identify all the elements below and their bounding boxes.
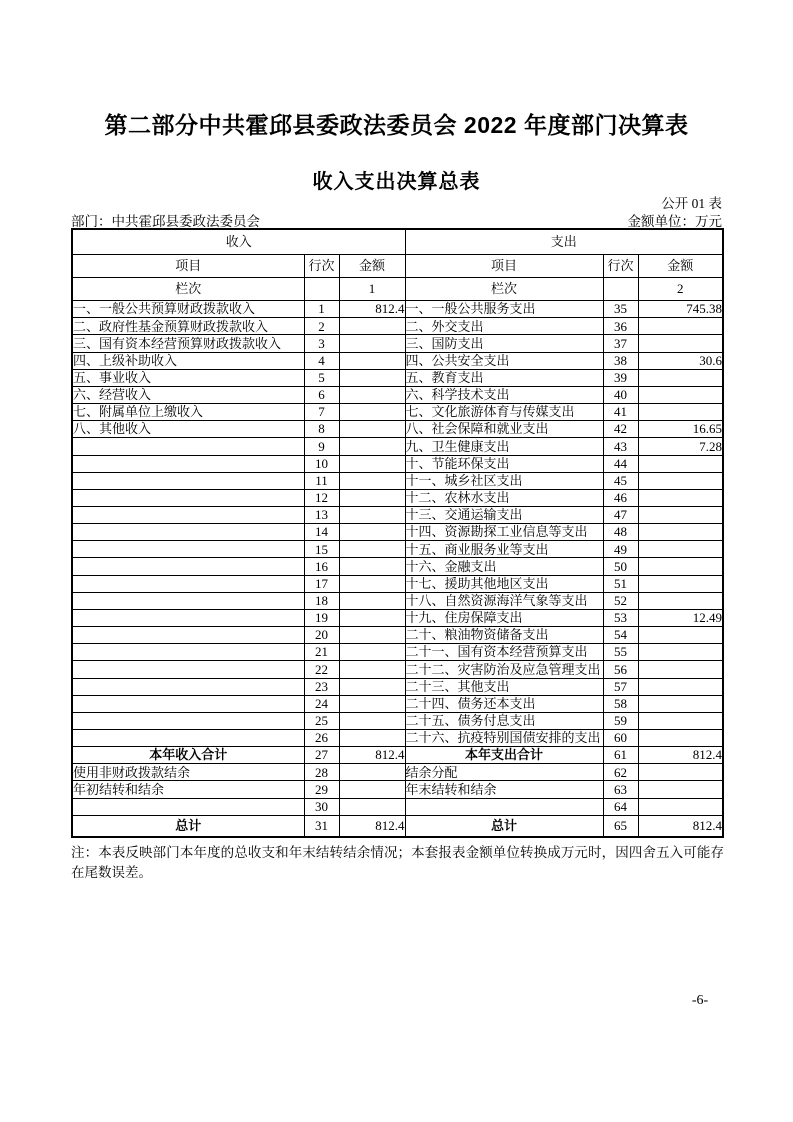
expense-item-cell: 二十二、灾害防治及应急管理支出 bbox=[405, 661, 603, 678]
expense-amount-cell bbox=[638, 489, 723, 506]
income-amount-cell bbox=[339, 678, 405, 695]
income-item-cell bbox=[72, 609, 304, 626]
income-item-cell bbox=[72, 558, 304, 575]
income-rowno-cell: 30 bbox=[304, 798, 339, 815]
expense-rowno-cell: 52 bbox=[603, 592, 638, 609]
expense-amount-cell: 16.65 bbox=[638, 421, 723, 438]
expense-rowno-cell: 59 bbox=[603, 712, 638, 729]
expense-item-cell: 二、外交支出 bbox=[405, 318, 603, 335]
income-amount-cell bbox=[339, 661, 405, 678]
income-rowno-cell: 25 bbox=[304, 712, 339, 729]
footnote: 注：本表反映部门本年度的总收支和年末结转结余情况；本套报表金额单位转换成万元时，因四舍五入可能存在尾数误差。 bbox=[71, 845, 724, 880]
expense-rowno-cell: 45 bbox=[603, 472, 638, 489]
expense-item-cell: 十八、自然资源海洋气象等支出 bbox=[405, 592, 603, 609]
expense-amount-cell bbox=[638, 730, 723, 747]
expense-amount-cell bbox=[638, 558, 723, 575]
expense-amount-cell bbox=[638, 404, 723, 421]
expense-amount-cell bbox=[638, 575, 723, 592]
income-amount-cell bbox=[339, 644, 405, 661]
income-item-cell bbox=[72, 455, 304, 472]
expense-rowno-cell: 58 bbox=[603, 695, 638, 712]
expense-item-cell: 十一、城乡社区支出 bbox=[405, 472, 603, 489]
expense-item-cell: 总计 bbox=[405, 816, 603, 838]
table-meta-row bbox=[71, 210, 722, 230]
expense-rowno-cell: 50 bbox=[603, 558, 638, 575]
income-item-cell: 八、其他收入 bbox=[72, 421, 304, 438]
expense-column-index-label: 栏次 bbox=[405, 277, 603, 300]
income-amount-cell bbox=[339, 369, 405, 386]
table-row bbox=[72, 627, 723, 644]
table-row bbox=[72, 438, 723, 455]
income-item-cell: 一、一般公共预算财政拨款收入 bbox=[72, 301, 304, 318]
income-rowno-cell: 7 bbox=[304, 404, 339, 421]
expense-item-cell: 十、节能环保支出 bbox=[405, 455, 603, 472]
expense-item-cell: 二十三、其他支出 bbox=[405, 678, 603, 695]
expense-amount-cell bbox=[638, 644, 723, 661]
column-header-row bbox=[72, 254, 723, 277]
table-row bbox=[72, 335, 723, 352]
income-amount-cell bbox=[339, 609, 405, 626]
income-item-cell bbox=[72, 627, 304, 644]
income-amount-cell bbox=[339, 489, 405, 506]
table-row bbox=[72, 747, 723, 764]
expense-rowno-cell: 43 bbox=[603, 438, 638, 455]
expense-rowno-cell: 65 bbox=[603, 816, 638, 838]
expense-item-cell: 十七、援助其他地区支出 bbox=[405, 575, 603, 592]
expense-item-cell: 三、国防支出 bbox=[405, 335, 603, 352]
table-row bbox=[72, 524, 723, 541]
expense-rowno-cell: 41 bbox=[603, 404, 638, 421]
income-item-cell bbox=[72, 489, 304, 506]
section-header-row bbox=[72, 229, 723, 254]
income-amount-header: 金额 bbox=[339, 254, 405, 277]
expense-item-cell: 本年支出合计 bbox=[405, 747, 603, 764]
expense-rowno-cell: 49 bbox=[603, 541, 638, 558]
income-item-cell: 七、附属单位上缴收入 bbox=[72, 404, 304, 421]
table-row bbox=[72, 695, 723, 712]
expense-rowno-cell: 46 bbox=[603, 489, 638, 506]
income-amount-cell bbox=[339, 335, 405, 352]
income-amount-cell bbox=[339, 541, 405, 558]
table-row bbox=[72, 609, 723, 626]
expense-amount-cell bbox=[638, 524, 723, 541]
income-amount-cell: 812.4 bbox=[339, 747, 405, 764]
income-amount-cell: 812.4 bbox=[339, 301, 405, 318]
table-row bbox=[72, 644, 723, 661]
income-amount-cell bbox=[339, 627, 405, 644]
expense-rowno-cell: 39 bbox=[603, 369, 638, 386]
expense-item-cell: 十二、农林水支出 bbox=[405, 489, 603, 506]
expense-item-cell: 五、教育支出 bbox=[405, 369, 603, 386]
expense-rowno-cell: 64 bbox=[603, 798, 638, 815]
expense-rowno-cell: 37 bbox=[603, 335, 638, 352]
income-amount-cell bbox=[339, 524, 405, 541]
income-item-cell: 总计 bbox=[72, 816, 304, 838]
table-row bbox=[72, 541, 723, 558]
income-rowno-cell: 16 bbox=[304, 558, 339, 575]
expense-amount-cell: 812.4 bbox=[638, 816, 723, 838]
unit-label: 金额单位：万元 bbox=[627, 214, 722, 229]
income-rowno-cell: 14 bbox=[304, 524, 339, 541]
income-rowno-cell: 18 bbox=[304, 592, 339, 609]
income-rowno-cell: 31 bbox=[304, 816, 339, 838]
income-amount-cell bbox=[339, 558, 405, 575]
expense-amount-cell bbox=[638, 506, 723, 523]
page-number: -6- bbox=[691, 993, 709, 1008]
expense-amount-cell bbox=[638, 318, 723, 335]
income-rowno-cell: 2 bbox=[304, 318, 339, 335]
table-row bbox=[72, 386, 723, 403]
expense-column-index-blank bbox=[603, 277, 638, 300]
expense-amount-cell bbox=[638, 627, 723, 644]
expense-rowno-cell: 47 bbox=[603, 506, 638, 523]
expense-item-cell: 六、科学技术支出 bbox=[405, 386, 603, 403]
income-rowno-cell: 4 bbox=[304, 352, 339, 369]
expense-item-cell: 二十四、债务还本支出 bbox=[405, 695, 603, 712]
expense-rowno-cell: 57 bbox=[603, 678, 638, 695]
income-rowno-cell: 26 bbox=[304, 730, 339, 747]
table-row bbox=[72, 489, 723, 506]
expense-amount-cell bbox=[638, 798, 723, 815]
income-amount-cell bbox=[339, 318, 405, 335]
expense-item-header: 项目 bbox=[405, 254, 603, 277]
expense-item-cell: 十三、交通运输支出 bbox=[405, 506, 603, 523]
table-row bbox=[72, 592, 723, 609]
expense-item-cell: 年末结转和结余 bbox=[405, 781, 603, 798]
income-item-header: 项目 bbox=[72, 254, 304, 277]
income-item-cell bbox=[72, 592, 304, 609]
expense-item-cell: 二十六、抗疫特别国债安排的支出 bbox=[405, 730, 603, 747]
income-rowno-cell: 28 bbox=[304, 764, 339, 781]
expense-item-cell: 八、社会保障和就业支出 bbox=[405, 421, 603, 438]
expense-rowno-cell: 40 bbox=[603, 386, 638, 403]
income-amount-cell bbox=[339, 404, 405, 421]
income-rowno-cell: 29 bbox=[304, 781, 339, 798]
income-column-index: 1 bbox=[339, 277, 405, 300]
expense-amount-cell bbox=[638, 764, 723, 781]
income-rowno-cell: 11 bbox=[304, 472, 339, 489]
income-rowno-cell: 9 bbox=[304, 438, 339, 455]
table-row bbox=[72, 816, 723, 838]
income-item-cell bbox=[72, 506, 304, 523]
table-row bbox=[72, 661, 723, 678]
expense-section-header: 支出 bbox=[405, 229, 723, 254]
expense-item-cell: 九、卫生健康支出 bbox=[405, 438, 603, 455]
page-title: 第二部分中共霍邱县委政法委员会 2022 年度部门决算表 bbox=[104, 112, 689, 138]
table-row bbox=[72, 764, 723, 781]
expense-rowno-cell: 36 bbox=[603, 318, 638, 335]
income-item-cell bbox=[72, 472, 304, 489]
income-item-cell: 二、政府性基金预算财政拨款收入 bbox=[72, 318, 304, 335]
income-item-cell bbox=[72, 712, 304, 729]
expense-item-cell bbox=[405, 798, 603, 815]
expense-rowno-cell: 62 bbox=[603, 764, 638, 781]
income-item-cell bbox=[72, 695, 304, 712]
expense-amount-cell: 7.28 bbox=[638, 438, 723, 455]
expense-rowno-cell: 61 bbox=[603, 747, 638, 764]
income-amount-cell bbox=[339, 764, 405, 781]
income-item-cell: 五、事业收入 bbox=[72, 369, 304, 386]
income-amount-cell bbox=[339, 455, 405, 472]
expense-amount-cell bbox=[638, 335, 723, 352]
expense-amount-cell bbox=[638, 678, 723, 695]
income-amount-cell bbox=[339, 352, 405, 369]
expense-rowno-cell: 55 bbox=[603, 644, 638, 661]
table-row bbox=[72, 558, 723, 575]
expense-amount-cell bbox=[638, 661, 723, 678]
income-rowno-cell: 27 bbox=[304, 747, 339, 764]
expense-rowno-cell: 54 bbox=[603, 627, 638, 644]
income-amount-cell bbox=[339, 438, 405, 455]
income-item-cell bbox=[72, 438, 304, 455]
expense-item-cell: 二十一、国有资本经营预算支出 bbox=[405, 644, 603, 661]
income-item-cell bbox=[72, 541, 304, 558]
income-rowno-cell: 22 bbox=[304, 661, 339, 678]
table-row bbox=[72, 421, 723, 438]
expense-rowno-cell: 56 bbox=[603, 661, 638, 678]
expense-item-cell: 二十五、债务付息支出 bbox=[405, 712, 603, 729]
income-rowno-cell: 20 bbox=[304, 627, 339, 644]
income-rowno-cell: 23 bbox=[304, 678, 339, 695]
table-code-label: 公开 01 表 bbox=[661, 196, 722, 211]
expense-item-cell: 十六、金融支出 bbox=[405, 558, 603, 575]
expense-item-cell: 七、文化旅游体育与传媒支出 bbox=[405, 404, 603, 421]
income-amount-cell bbox=[339, 386, 405, 403]
expense-item-cell: 十五、商业服务业等支出 bbox=[405, 541, 603, 558]
income-rowno-cell: 13 bbox=[304, 506, 339, 523]
expense-rowno-cell: 35 bbox=[603, 301, 638, 318]
table-title: 收入支出决算总表 bbox=[312, 171, 481, 193]
income-rowno-cell: 1 bbox=[304, 301, 339, 318]
expense-amount-cell: 812.4 bbox=[638, 747, 723, 764]
table-row bbox=[72, 575, 723, 592]
expense-item-cell: 一、一般公共服务支出 bbox=[405, 301, 603, 318]
expense-amount-cell: 12.49 bbox=[638, 609, 723, 626]
income-item-cell bbox=[72, 644, 304, 661]
table-row bbox=[72, 455, 723, 472]
expense-amount-cell bbox=[638, 695, 723, 712]
column-index-row bbox=[72, 277, 723, 300]
table-row bbox=[72, 712, 723, 729]
table-row bbox=[72, 472, 723, 489]
income-amount-cell bbox=[339, 421, 405, 438]
income-item-cell bbox=[72, 798, 304, 815]
income-rowno-cell: 12 bbox=[304, 489, 339, 506]
income-rowno-cell: 6 bbox=[304, 386, 339, 403]
income-amount-cell bbox=[339, 712, 405, 729]
income-amount-cell bbox=[339, 506, 405, 523]
expense-rowno-cell: 42 bbox=[603, 421, 638, 438]
income-item-cell: 使用非财政拨款结余 bbox=[72, 764, 304, 781]
income-amount-cell bbox=[339, 798, 405, 815]
expense-amount-cell bbox=[638, 781, 723, 798]
income-rowno-cell: 3 bbox=[304, 335, 339, 352]
income-item-cell bbox=[72, 661, 304, 678]
expense-amount-cell: 745.38 bbox=[638, 301, 723, 318]
expense-amount-cell bbox=[638, 386, 723, 403]
income-rowno-cell: 24 bbox=[304, 695, 339, 712]
income-rowno-cell: 21 bbox=[304, 644, 339, 661]
expense-rowno-header: 行次 bbox=[603, 254, 638, 277]
accounts-table bbox=[71, 228, 724, 838]
expense-rowno-cell: 63 bbox=[603, 781, 638, 798]
income-amount-cell bbox=[339, 695, 405, 712]
expense-amount-cell bbox=[638, 712, 723, 729]
table-row bbox=[72, 506, 723, 523]
income-amount-cell bbox=[339, 730, 405, 747]
expense-item-cell: 结余分配 bbox=[405, 764, 603, 781]
income-item-cell bbox=[72, 730, 304, 747]
income-rowno-cell: 5 bbox=[304, 369, 339, 386]
income-rowno-cell: 19 bbox=[304, 609, 339, 626]
expense-rowno-cell: 38 bbox=[603, 352, 638, 369]
expense-item-cell: 四、公共安全支出 bbox=[405, 352, 603, 369]
table-body bbox=[72, 301, 723, 837]
expense-rowno-cell: 53 bbox=[603, 609, 638, 626]
income-item-cell: 三、国有资本经营预算财政拨款收入 bbox=[72, 335, 304, 352]
income-amount-cell: 812.4 bbox=[339, 816, 405, 838]
income-rowno-cell: 17 bbox=[304, 575, 339, 592]
income-item-cell bbox=[72, 524, 304, 541]
expense-amount-cell bbox=[638, 455, 723, 472]
income-column-index-label: 栏次 bbox=[72, 277, 304, 300]
department-label: 部门：中共霍邱县委政法委员会 bbox=[71, 214, 260, 229]
expense-amount-cell bbox=[638, 592, 723, 609]
table-row bbox=[72, 352, 723, 369]
expense-rowno-cell: 51 bbox=[603, 575, 638, 592]
income-amount-cell bbox=[339, 575, 405, 592]
income-amount-cell bbox=[339, 472, 405, 489]
table-row bbox=[72, 678, 723, 695]
table-row bbox=[72, 798, 723, 815]
income-item-cell: 本年收入合计 bbox=[72, 747, 304, 764]
income-rowno-cell: 10 bbox=[304, 455, 339, 472]
income-item-cell: 年初结转和结余 bbox=[72, 781, 304, 798]
expense-amount-cell bbox=[638, 472, 723, 489]
income-item-cell: 六、经营收入 bbox=[72, 386, 304, 403]
income-rowno-cell: 15 bbox=[304, 541, 339, 558]
income-amount-cell bbox=[339, 781, 405, 798]
expense-amount-cell bbox=[638, 369, 723, 386]
table-row bbox=[72, 301, 723, 318]
expense-amount-cell: 30.6 bbox=[638, 352, 723, 369]
expense-rowno-cell: 60 bbox=[603, 730, 638, 747]
income-column-index-blank bbox=[304, 277, 339, 300]
income-item-cell bbox=[72, 575, 304, 592]
table-row bbox=[72, 318, 723, 335]
table-row bbox=[72, 369, 723, 386]
income-section-header: 收入 bbox=[72, 229, 405, 254]
income-amount-cell bbox=[339, 592, 405, 609]
table-row bbox=[72, 404, 723, 421]
expense-item-cell: 二十、粮油物资储备支出 bbox=[405, 627, 603, 644]
expense-item-cell: 十九、住房保障支出 bbox=[405, 609, 603, 626]
expense-amount-header: 金额 bbox=[638, 254, 723, 277]
table-row bbox=[72, 730, 723, 747]
income-item-cell: 四、上级补助收入 bbox=[72, 352, 304, 369]
income-item-cell bbox=[72, 678, 304, 695]
expense-rowno-cell: 44 bbox=[603, 455, 638, 472]
expense-column-index: 2 bbox=[638, 277, 723, 300]
table-row bbox=[72, 781, 723, 798]
income-rowno-header: 行次 bbox=[304, 254, 339, 277]
income-rowno-cell: 8 bbox=[304, 421, 339, 438]
expense-amount-cell bbox=[638, 541, 723, 558]
expense-rowno-cell: 48 bbox=[603, 524, 638, 541]
expense-item-cell: 十四、资源勘探工业信息等支出 bbox=[405, 524, 603, 541]
